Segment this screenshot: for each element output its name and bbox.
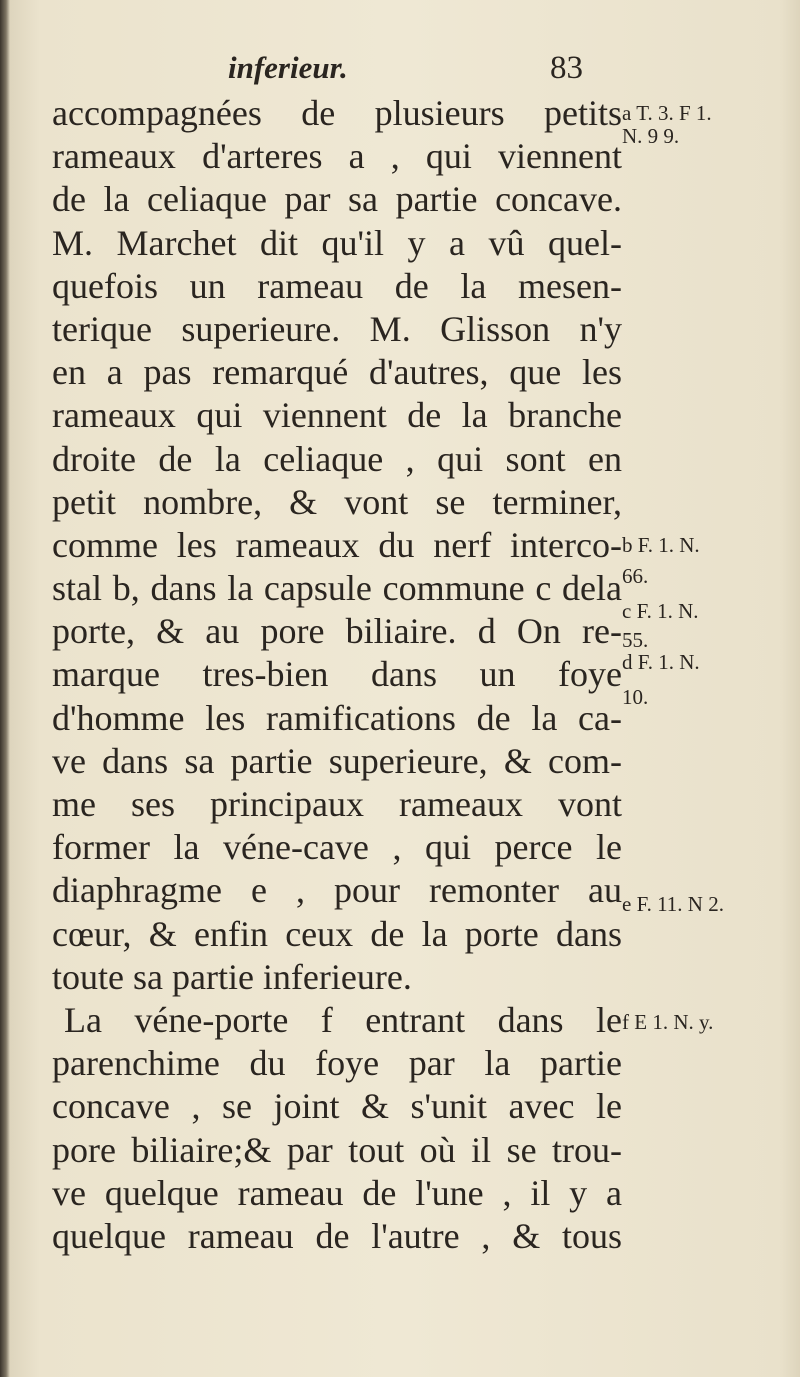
text-line: porte, & au pore biliaire. d On re- — [52, 611, 622, 652]
text-line: accompagnées de plusieurs petits — [52, 93, 622, 133]
text-line: stal b, dans la capsule commune c dela — [52, 568, 622, 609]
text-line: diaphragme e , pour remonter au — [52, 870, 622, 911]
text-line: marque tres-bien dans un foye — [52, 654, 622, 695]
text-line: toute sa partie inferieure. — [52, 956, 412, 997]
main-text — [52, 92, 622, 1258]
text-line: me ses principaux rameaux vont — [52, 784, 622, 824]
text-line: petit nombre, & vont se terminer, — [52, 481, 622, 522]
page-number: 83 — [550, 50, 583, 86]
text-line: ve quelque rameau de l'une , il y a — [52, 1172, 622, 1213]
margin-notes — [622, 92, 792, 1044]
text-line: comme les rameaux du nerf interco- — [52, 524, 622, 565]
text-line: terique superieure. M. Glisson n'y — [52, 308, 622, 349]
margin-note: e F. 11. N 2. — [622, 891, 724, 916]
binding-edge — [0, 0, 10, 1377]
text-line: rameaux d'arteres a , qui viennent — [52, 136, 622, 177]
text-line: d'homme les ramifications de la ca- — [52, 697, 622, 738]
text-line: ve dans sa partie superieure, & com- — [52, 740, 622, 781]
margin-note: N. 9 9. — [622, 124, 680, 149]
text-line: La véne-porte f entrant dans le — [64, 999, 622, 1040]
margin-note: b F. 1. N. — [622, 532, 700, 557]
text-line: en a pas remarqué d'autres, que les — [52, 352, 622, 393]
text-line: former la véne-cave , qui perce le — [52, 827, 622, 868]
text-line: quefois un rameau de la mesen- — [52, 265, 622, 306]
running-head: inferieur. — [228, 50, 348, 85]
page-header — [0, 50, 800, 90]
text-line: droite de la celiaque , qui sont en — [52, 438, 622, 479]
text-line: parenchime du foye par la partie — [52, 1043, 622, 1084]
text-line: cœur, & enfin ceux de la porte dans — [52, 913, 622, 954]
text-line: M. Marchet dit qu'il y a vû quel- — [52, 222, 622, 263]
text-line: pore biliaire;& par tout où il se trou- — [52, 1129, 622, 1170]
margin-note: a T. 3. F 1. — [622, 101, 712, 125]
text-line: quelque rameau de l'autre , & tous — [52, 1215, 622, 1256]
text-line: rameaux qui viennent de la branche — [52, 395, 622, 436]
margin-note: 55. — [622, 628, 649, 653]
text-line: concave , se joint & s'unit avec le — [52, 1086, 622, 1127]
margin-note: 66. — [622, 564, 649, 589]
margin-note: d F. 1. N. — [622, 649, 700, 674]
text-line: de la celiaque par sa partie concave. — [52, 179, 622, 220]
margin-note: 10. — [622, 684, 649, 709]
margin-note: c F. 1. N. — [622, 599, 699, 624]
margin-note: f E 1. N. y. — [622, 1009, 714, 1034]
